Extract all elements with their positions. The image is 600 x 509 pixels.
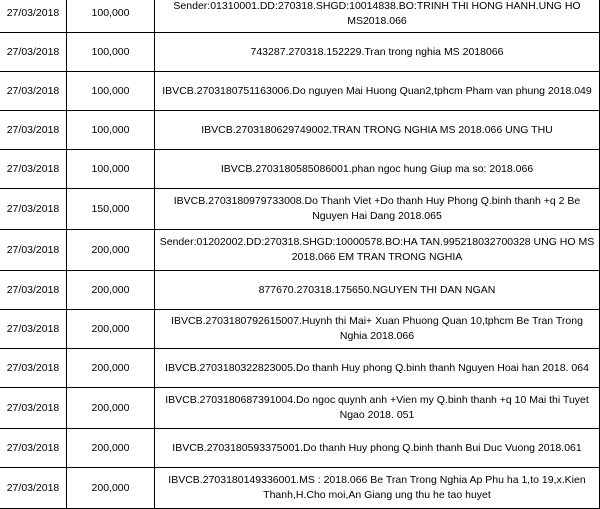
amount-cell: 100,000 [66, 0, 154, 32]
table-row [0, 429, 600, 468]
amount-cell: 200,000 [66, 271, 154, 309]
amount-cell: 200,000 [66, 349, 154, 387]
date-cell: 27/03/2018 [6, 361, 60, 374]
description-cell: IBVCB.2703180751163006.Do nguyen Mai Huong Quan2,tphcm Pham van phung 2018.049 [154, 72, 600, 110]
date-cell: 27/03/2018 [6, 84, 60, 97]
table-row [0, 310, 600, 349]
table-row [0, 189, 600, 230]
date-cell: 27/03/2018 [6, 283, 60, 296]
table-row [0, 0, 600, 33]
date-cell: 27/03/2018 [6, 322, 60, 335]
amount-cell: 200,000 [66, 230, 154, 270]
amount-cell: 200,000 [66, 429, 154, 467]
date-cell: 27/03/2018 [6, 45, 60, 58]
amount-cell: 100,000 [66, 150, 154, 188]
description-cell: IBVCB.2703180593375001.Do thanh Huy phong Q.binh thanh Bui Duc Vuong 2018.061 [154, 429, 600, 467]
date-cell: 27/03/2018 [6, 441, 60, 454]
description-cell: IBVCB.2703180687391004.Do ngoc quynh anh +Vien my Q.binh thanh +q 10 Mai thi Tuyet Ngao 2018. 051 [154, 388, 600, 428]
date-cell: 27/03/2018 [6, 162, 60, 175]
table-row [0, 388, 600, 429]
table-row [0, 230, 600, 271]
description-cell: Sender:01202002.DD:270318.SHGD:10000578.BO:HA TAN.995218032700328 UNG HO MS 2018.066 EM TRAN TRONG NGHIA [154, 230, 600, 270]
table-row [0, 111, 600, 150]
description-cell: IBVCB.2703180585086001.phan ngoc hung Giup ma so: 2018.066 [154, 150, 600, 188]
table-row [0, 72, 600, 111]
description-cell: 877670.270318.175650.NGUYEN THI DAN NGAN [154, 271, 600, 309]
date-cell: 27/03/2018 [6, 243, 60, 256]
amount-cell: 200,000 [66, 310, 154, 348]
amount-cell: 100,000 [66, 72, 154, 110]
amount-cell: 100,000 [66, 111, 154, 149]
amount-cell: 150,000 [66, 189, 154, 229]
date-cell: 27/03/2018 [6, 481, 60, 494]
description-cell: IBVCB.2703180979733008.Do Thanh Viet +Do thanh Huy Phong Q.binh thanh +q 2 Be Nguyen Hai Dang 2018.065 [154, 189, 600, 229]
table-row [0, 150, 600, 189]
table-row [0, 271, 600, 310]
description-cell: Sender:01310001.DD:270318.SHGD:10014838.BO:TRINH THI HONG HANH.UNG HO MS2018.066 [154, 0, 600, 32]
table-row [0, 349, 600, 388]
description-cell: IBVCB.2703180629749002.TRAN TRONG NGHIA MS 2018.066 UNG THU [154, 111, 600, 149]
description-cell: IBVCB.2703180149336001.MS : 2018.066 Be Tran Trong Nghia Ap Phu ha 1,to 19,x.Kien Thanh,H.Cho moi,An Giang ung thu he tao huyet [154, 468, 600, 508]
description-cell: 743287.270318.152229.Tran trong nghia MS 2018066 [154, 33, 600, 71]
table-row [0, 468, 600, 509]
amount-cell: 200,000 [66, 468, 154, 508]
description-cell: IBVCB.2703180792615007.Huynh thi Mai+ Xuan Phuong Quan 10,tphcm Be Tran Trong Nghia 2018.066 [154, 310, 600, 348]
date-cell: 27/03/2018 [6, 7, 60, 19]
amount-cell: 200,000 [66, 388, 154, 428]
table-row [0, 33, 600, 72]
date-cell: 27/03/2018 [6, 401, 60, 414]
date-cell: 27/03/2018 [6, 123, 60, 136]
description-cell: IBVCB.2703180322823005.Do thanh Huy phong Q.binh thanh Nguyen Hoai han 2018. 064 [154, 349, 600, 387]
amount-cell: 100,000 [66, 33, 154, 71]
date-cell: 27/03/2018 [6, 202, 60, 215]
